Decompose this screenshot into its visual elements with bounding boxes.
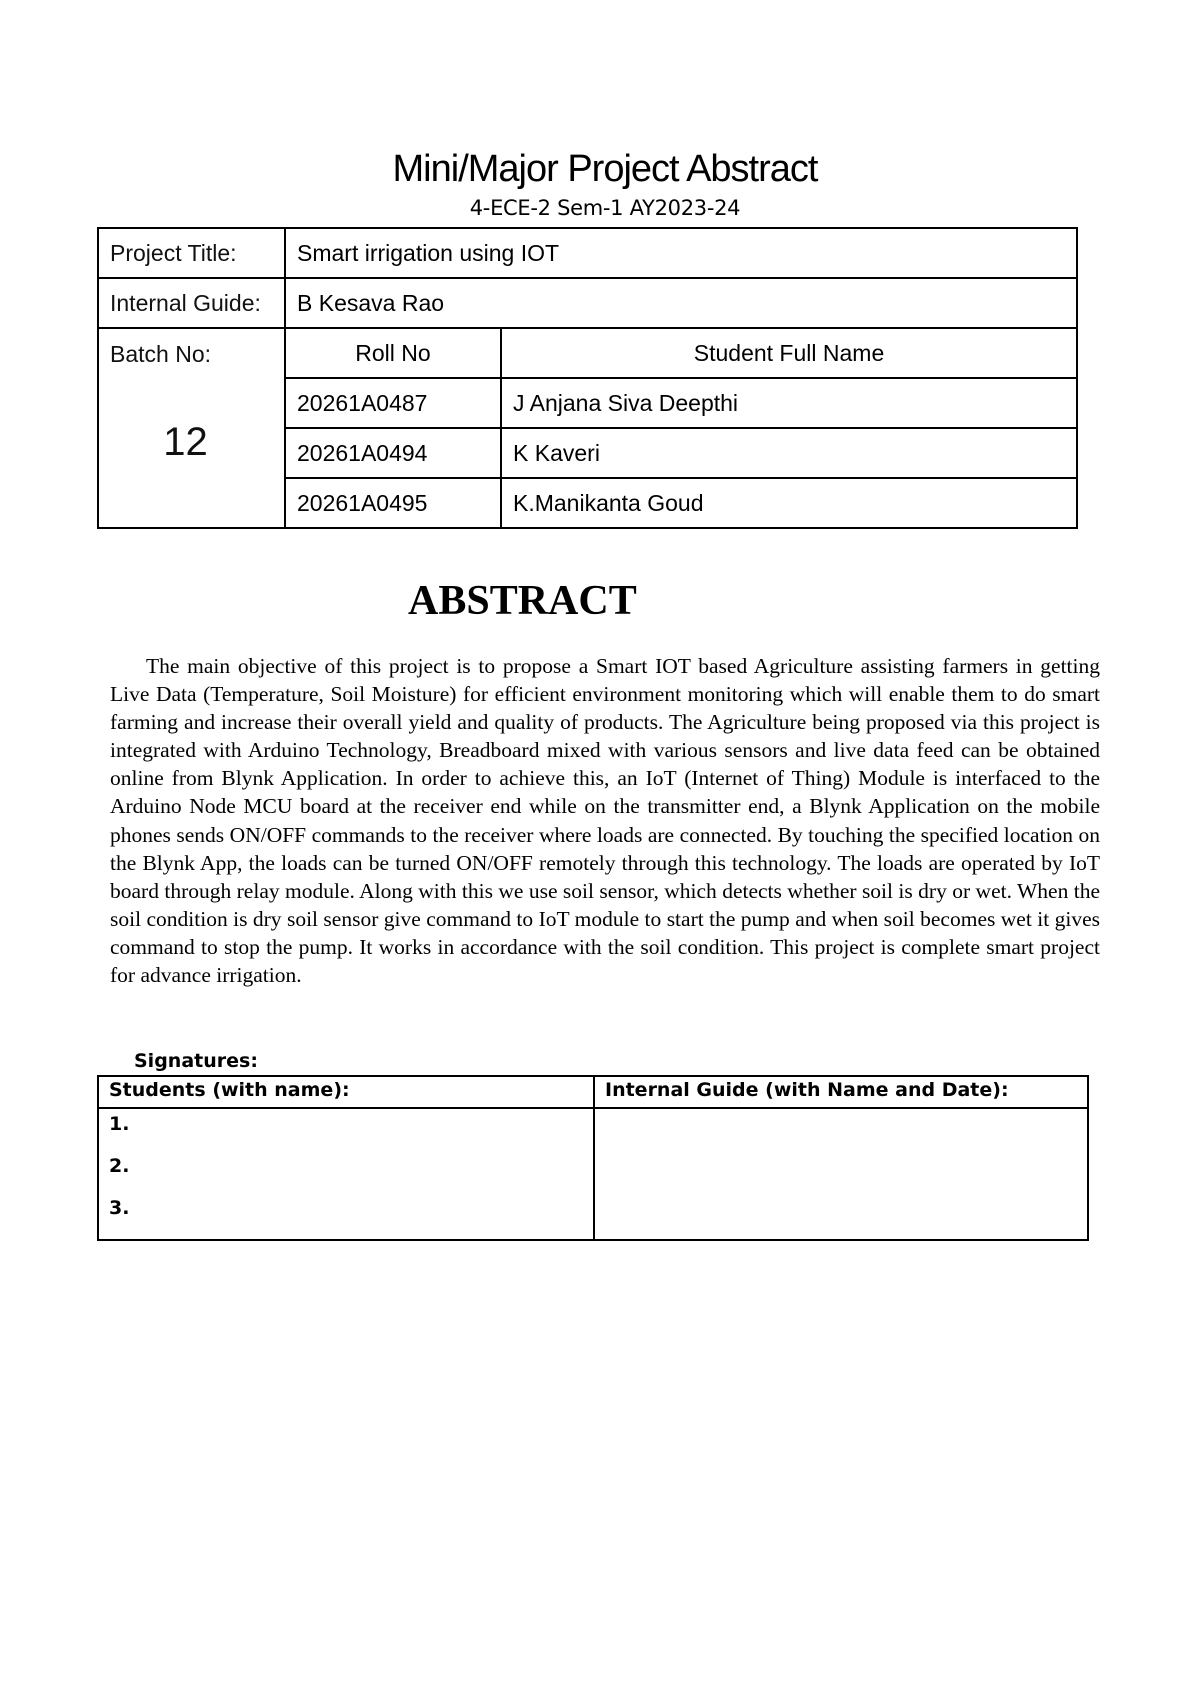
student-name: J Anjana Siva Deepthi <box>501 378 1077 428</box>
student-roll: 20261A0495 <box>285 478 501 528</box>
student-name: K.Manikanta Goud <box>501 478 1077 528</box>
students-header: Students (with name): <box>98 1076 594 1108</box>
batch-number: 12 <box>163 420 208 464</box>
project-title-label: Project Title: <box>98 228 285 278</box>
document-title: Mini/Major Project Abstract <box>392 148 818 190</box>
signatures-table <box>97 1075 1089 1241</box>
document-subtitle: 4-ECE-2 Sem-1 AY2023-24 <box>469 196 741 220</box>
student-roll: 20261A0487 <box>285 378 501 428</box>
student-roll: 20261A0494 <box>285 428 501 478</box>
project-info-table <box>97 227 1078 529</box>
internal-guide-label: Internal Guide: <box>98 278 285 328</box>
abstract-body: The main objective of this project is to propose a Smart IOT based Agriculture assisting farmers in getting Live Data (Temperature, Soil Moisture) for efficient environment monitoring which will enable them to do smart farming and increase their overall yield and quality of products. The Agriculture being proposed via this project is integrated with Arduino Technology, Breadboard mixed with various sensors and live data feed can be obtained online from Blynk Application. In order to achieve this, an IoT (Internet of Thing) Module is interfaced to the Arduino Node MCU board at the receiver end while on the transmitter end, a Blynk Application on the mobile phones sends ON/OFF commands to the receiver where loads are connected. By touching the specified location on the Blynk App, the loads can be turned ON/OFF remotely through this technology. The loads are operated by IoT board through relay module. Along with this we use soil sensor, which detects whether soil is dry or wet. When the soil condition is dry soil sensor give command to IoT module to start the pump and when soil becomes wet it gives command to stop the pump. It works in accordance with the soil condition. This project is complete smart project for advance irrigation. <box>110 654 1100 988</box>
roll-no-header: Roll No <box>285 328 501 378</box>
internal-guide-value: B Kesava Rao <box>285 278 1077 328</box>
signatures-body-row <box>98 1108 1088 1240</box>
batch-cell <box>98 328 285 528</box>
guide-header: Internal Guide (with Name and Date): <box>594 1076 1088 1108</box>
signature-line-3: 3. <box>109 1197 130 1219</box>
guide-signature-cell[interactable] <box>594 1108 1088 1240</box>
signature-line-2: 2. <box>109 1155 130 1177</box>
column-header-row <box>98 328 1077 378</box>
student-name-header: Student Full Name <box>501 328 1077 378</box>
project-title-value: Smart irrigation using IOT <box>285 228 1077 278</box>
signatures-label: Signatures: <box>134 1050 258 1072</box>
student-name: K Kaveri <box>501 428 1077 478</box>
student-signatures-cell[interactable] <box>98 1108 594 1240</box>
signatures-header-row <box>98 1076 1088 1108</box>
abstract-heading: ABSTRACT <box>408 578 637 624</box>
project-title-row <box>98 228 1077 278</box>
batch-label: Batch No: <box>110 341 211 367</box>
signature-line-1: 1. <box>109 1113 130 1135</box>
internal-guide-row <box>98 278 1077 328</box>
